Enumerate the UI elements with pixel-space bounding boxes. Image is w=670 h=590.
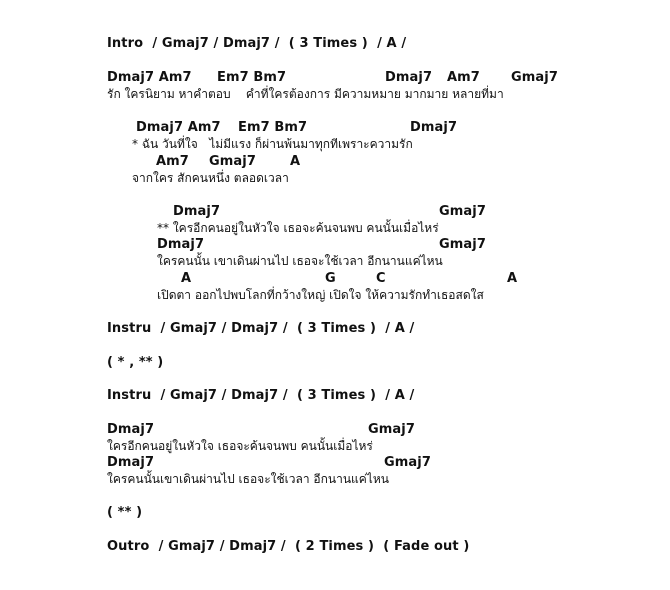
lyric-line: ** ใครอีกคนอยู่ในหัวใจ เธอจะค้นจนพบ คนนั้นเมื่อไหร่: [157, 221, 439, 235]
instru-line: Instru / Gmaj7 / Dmaj7 / ( 3 Times ) / A /: [107, 388, 415, 403]
chord-dmaj7: Dmaj7: [385, 70, 433, 85]
chord-dmaj7-am7: Dmaj7 Am7: [136, 120, 221, 135]
chord-gmaj7: Gmaj7: [368, 422, 415, 437]
repeat-line: ( ** ): [107, 505, 143, 520]
chord-gmaj7: Gmaj7: [439, 237, 486, 252]
lyric-line: ใครคนนั้นเขาเดินผ่านไป เธอจะใช้เวลา อีกนานแค่ไหน: [107, 472, 389, 486]
chord-em7-bm7: Em7 Bm7: [238, 120, 308, 135]
intro-line: Intro / Gmaj7 / Dmaj7 / ( 3 Times ) / A /: [107, 36, 407, 51]
chord-am7: Am7: [156, 154, 189, 169]
chord-dmaj7: Dmaj7: [107, 422, 155, 437]
chord-a: A: [290, 154, 301, 169]
chord-gmaj7: Gmaj7: [209, 154, 256, 169]
chord-gmaj7: Gmaj7: [384, 455, 431, 470]
outro-line: Outro / Gmaj7 / Dmaj7 / ( 2 Times ) ( Fade out ): [107, 539, 470, 554]
chord-dmaj7: Dmaj7: [410, 120, 458, 135]
lyric-line: รัก ใครนิยาม หาคำตอบ คำที่ใครต้องการ มีความหมาย มากมาย หลายที่มา: [107, 87, 504, 101]
chord-dmaj7: Dmaj7: [107, 455, 155, 470]
chord-gmaj7: Gmaj7: [439, 204, 486, 219]
repeat-line: ( * , ** ): [107, 355, 164, 370]
lyric-line: * ฉัน วันที่ใจ ไม่มีแรง ก็ผ่านพ้นมาทุกทีเพราะความรัก: [132, 137, 413, 151]
chord-a: A: [507, 271, 518, 286]
lyric-line: ใครคนนั้น เขาเดินผ่านไป เธอจะใช้เวลา อีกนานแค่ไหน: [157, 254, 443, 268]
chord-dmaj7-am7: Dmaj7 Am7: [107, 70, 192, 85]
chord-gmaj7: Gmaj7: [511, 70, 558, 85]
chord-g: G: [325, 271, 336, 286]
chord-c: C: [376, 271, 386, 286]
chord-dmaj7: Dmaj7: [173, 204, 221, 219]
lyric-line: จากใคร สักคนหนึ่ง ตลอดเวลา: [132, 171, 289, 185]
lyric-line: เปิดตา ออกไปพบโลกที่กว้างใหญ่ เปิดใจ ให้ความรักทำเธอสดใส: [157, 288, 484, 302]
chord-dmaj7: Dmaj7: [157, 237, 205, 252]
chord-am7: Am7: [447, 70, 480, 85]
lyric-line: ใครอีกคนอยู่ในหัวใจ เธอจะค้นจนพบ คนนั้นเมื่อไหร่: [107, 439, 373, 453]
chord-em7-bm7: Em7 Bm7: [217, 70, 287, 85]
instru-line: Instru / Gmaj7 / Dmaj7 / ( 3 Times ) / A /: [107, 321, 415, 336]
chord-a: A: [181, 271, 192, 286]
